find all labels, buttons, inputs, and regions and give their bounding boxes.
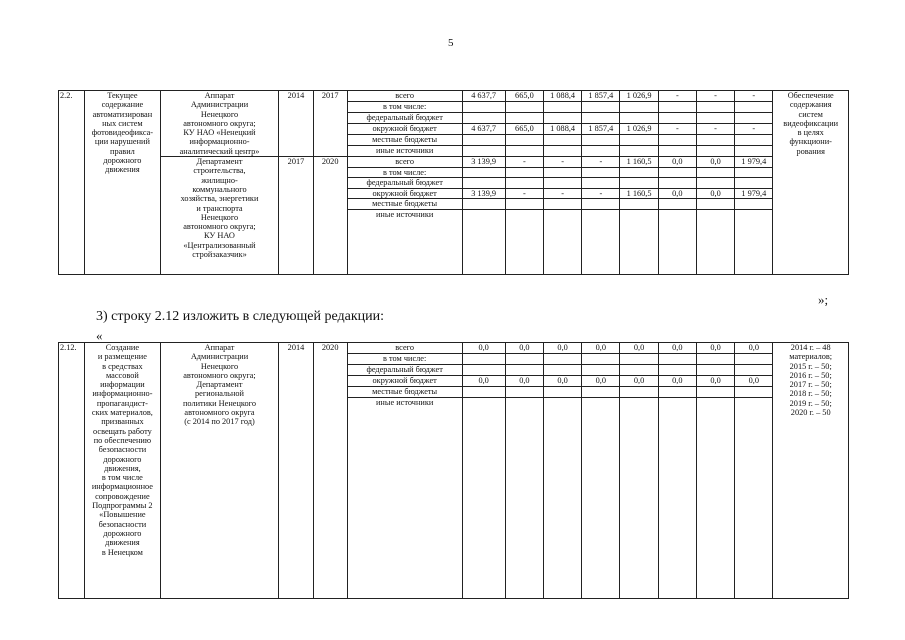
amount-cell: 0,0 [620, 376, 658, 387]
amount-cell [620, 209, 658, 275]
amount-cell [658, 178, 696, 189]
amount-cell: 1 160,5 [620, 188, 658, 199]
amount-cell [544, 354, 582, 365]
amount-cell [658, 102, 696, 113]
row-number-cell: 2.12. [59, 343, 85, 599]
amount-cell [696, 354, 734, 365]
amount-cell: 1 088,4 [544, 124, 582, 135]
executor-cell: Департамент строительства, жилищно- коммунального хозяйства, энергетики и транспорта Ненецкого автономного округа; КУ НАО «Централизованный стройзаказчик» [160, 157, 279, 275]
amount-cell [696, 146, 734, 157]
amount-cell: 0,0 [658, 343, 696, 354]
amount-cell: 1 979,4 [735, 188, 773, 199]
opening-quote: « [96, 328, 103, 343]
measure-name-cell: Текущее содержание автоматизирован ных систем фотовидеофикса- ции нарушений правил дорожного движения [85, 91, 160, 275]
amount-cell [696, 167, 734, 178]
amount-cell [735, 113, 773, 124]
amount-cell: 0,0 [544, 343, 582, 354]
amount-cell [620, 199, 658, 210]
amount-cell [735, 398, 773, 599]
funding-source-cell: в том числе: [347, 167, 462, 178]
amount-cell [696, 135, 734, 146]
funding-source-cell: федеральный бюджет [347, 365, 462, 376]
amount-cell: 0,0 [658, 157, 696, 168]
amount-cell [582, 398, 620, 599]
amount-cell: 1 979,4 [735, 157, 773, 168]
funding-source-cell: в том числе: [347, 102, 462, 113]
end-year-cell: 2020 [313, 157, 347, 275]
amount-cell [735, 178, 773, 189]
funding-source-cell: окружной бюджет [347, 376, 462, 387]
amount-cell [462, 113, 505, 124]
amount-cell [620, 354, 658, 365]
amount-cell [544, 199, 582, 210]
funding-source-cell: всего [347, 157, 462, 168]
amount-cell: 665,0 [505, 124, 543, 135]
amount-cell: - [582, 157, 620, 168]
amount-cell [505, 365, 543, 376]
funding-source-cell: иные источники [347, 146, 462, 157]
amount-cell: 0,0 [505, 376, 543, 387]
amount-cell: - [544, 157, 582, 168]
amount-cell [544, 387, 582, 398]
funding-source-cell: иные источники [347, 209, 462, 275]
start-year-cell: 2014 [279, 343, 313, 599]
start-year-cell: 2014 [279, 91, 313, 157]
amount-cell [582, 387, 620, 398]
amount-cell [582, 178, 620, 189]
amount-cell: 0,0 [582, 343, 620, 354]
amount-cell [505, 167, 543, 178]
amount-cell: 0,0 [696, 376, 734, 387]
amount-cell: 0,0 [582, 376, 620, 387]
amount-cell [735, 354, 773, 365]
amount-cell: 1 160,5 [620, 157, 658, 168]
amount-cell: 0,0 [735, 343, 773, 354]
amount-cell: 0,0 [696, 157, 734, 168]
amount-cell [462, 135, 505, 146]
amount-cell [658, 365, 696, 376]
amount-cell [462, 178, 505, 189]
amount-cell [696, 365, 734, 376]
amount-cell [544, 146, 582, 157]
amount-cell [505, 387, 543, 398]
table-row [59, 157, 849, 168]
amount-cell: 1 026,9 [620, 91, 658, 102]
amount-cell [462, 102, 505, 113]
amount-cell [462, 365, 505, 376]
amount-cell [544, 102, 582, 113]
funding-source-cell: федеральный бюджет [347, 178, 462, 189]
amount-cell [658, 387, 696, 398]
program-table-row-2-2 [58, 90, 849, 275]
amount-cell [696, 209, 734, 275]
amount-cell [696, 387, 734, 398]
amount-cell [462, 354, 505, 365]
amount-cell: - [544, 188, 582, 199]
amount-cell: - [505, 157, 543, 168]
amount-cell: - [735, 124, 773, 135]
closing-quote: »; [818, 292, 829, 307]
amount-cell [582, 365, 620, 376]
amount-cell [462, 146, 505, 157]
amount-cell [620, 113, 658, 124]
amount-cell [735, 135, 773, 146]
table-row [59, 91, 849, 102]
amount-cell: 1 857,4 [582, 124, 620, 135]
amount-cell [658, 209, 696, 275]
amount-cell [462, 167, 505, 178]
amount-cell: 1 857,4 [582, 91, 620, 102]
amount-cell [620, 178, 658, 189]
amount-cell [582, 113, 620, 124]
amount-cell: 0,0 [505, 343, 543, 354]
funding-source-cell: местные бюджеты [347, 387, 462, 398]
amount-cell [544, 178, 582, 189]
amount-cell [620, 102, 658, 113]
amount-cell [735, 365, 773, 376]
amount-cell [544, 365, 582, 376]
amount-cell: - [582, 188, 620, 199]
amount-cell [735, 102, 773, 113]
measure-name-cell: Создание и размещение в средствах массовой информации информационно- пропагандист- ских материалов, призванных освещать работу по обеспечению безопасности дорожного движения, в том числе информационное сопровождение Подпрограммы 2 «Повышение безопасности дорожного движения в Ненецком [85, 343, 160, 599]
amount-cell [544, 167, 582, 178]
end-year-cell: 2017 [313, 91, 347, 157]
amount-cell [505, 354, 543, 365]
amount-cell [620, 387, 658, 398]
amount-cell [582, 135, 620, 146]
expected-result-cell: 2014 г. – 48 материалов; 2015 г. – 50; 2016 г. – 50; 2017 г. – 50; 2018 г. – 50; 2019 г. – 50; 2020 г. – 50 [773, 343, 849, 599]
funding-source-cell: местные бюджеты [347, 199, 462, 210]
amount-cell: - [658, 124, 696, 135]
amount-cell: 0,0 [735, 376, 773, 387]
amount-cell: 0,0 [658, 188, 696, 199]
amount-cell [462, 199, 505, 210]
amount-cell [505, 113, 543, 124]
amount-cell [658, 354, 696, 365]
amount-cell: - [696, 124, 734, 135]
amount-cell [582, 199, 620, 210]
amount-cell [620, 146, 658, 157]
amendment-instruction: 3) строку 2.12 изложить в следующей редакции: [96, 309, 385, 324]
amount-cell [544, 113, 582, 124]
funding-source-cell: окружной бюджет [347, 124, 462, 135]
amount-cell [658, 199, 696, 210]
amount-cell [582, 146, 620, 157]
executor-cell: Аппарат Администрации Ненецкого автономного округа; КУ НАО «Ненецкий информационно- аналитический центр» [160, 91, 279, 157]
amount-cell [505, 209, 543, 275]
funding-source-cell: местные бюджеты [347, 135, 462, 146]
amount-cell [620, 167, 658, 178]
funding-source-cell: всего [347, 343, 462, 354]
amount-cell [505, 178, 543, 189]
amount-cell: - [505, 188, 543, 199]
amount-cell [735, 209, 773, 275]
funding-source-cell: иные источники [347, 398, 462, 599]
start-year-cell: 2017 [279, 157, 313, 275]
amount-cell [505, 398, 543, 599]
amount-cell [735, 199, 773, 210]
amount-cell [658, 398, 696, 599]
funding-source-cell: федеральный бюджет [347, 113, 462, 124]
amount-cell [462, 209, 505, 275]
amount-cell [735, 167, 773, 178]
amount-cell [620, 398, 658, 599]
amount-cell: 0,0 [696, 188, 734, 199]
amount-cell: 0,0 [696, 343, 734, 354]
amount-cell [462, 398, 505, 599]
amount-cell [505, 199, 543, 210]
amount-cell: - [658, 91, 696, 102]
amount-cell [696, 113, 734, 124]
amount-cell: - [735, 91, 773, 102]
amount-cell: 0,0 [462, 376, 505, 387]
amount-cell [735, 387, 773, 398]
funding-source-cell: окружной бюджет [347, 188, 462, 199]
amount-cell [544, 135, 582, 146]
funding-source-cell: всего [347, 91, 462, 102]
amount-cell [658, 167, 696, 178]
amount-cell [620, 135, 658, 146]
amount-cell: 0,0 [544, 376, 582, 387]
amount-cell [582, 102, 620, 113]
amount-cell: 4 637,7 [462, 124, 505, 135]
amount-cell: 0,0 [620, 343, 658, 354]
executor-cell: Аппарат Администрации Ненецкого автономного округа; Департамент региональной политики Ненецкого автономного округа (с 2014 по 2017 год) [160, 343, 279, 599]
amount-cell [505, 135, 543, 146]
program-table-row-2-12 [58, 342, 849, 599]
amount-cell: - [696, 91, 734, 102]
funding-source-cell: в том числе: [347, 354, 462, 365]
amount-cell [696, 178, 734, 189]
amount-cell: 665,0 [505, 91, 543, 102]
amount-cell [696, 102, 734, 113]
amount-cell [658, 135, 696, 146]
amount-cell: 4 637,7 [462, 91, 505, 102]
amount-cell [544, 398, 582, 599]
amount-cell: 0,0 [462, 343, 505, 354]
expected-result-cell: Обеспечение содержания систем видеофиксации в целях функциони- рования [773, 91, 849, 275]
end-year-cell: 2020 [313, 343, 347, 599]
amount-cell [582, 209, 620, 275]
amount-cell [696, 398, 734, 599]
row-number-cell: 2.2. [59, 91, 85, 275]
amount-cell: 3 139,9 [462, 188, 505, 199]
amount-cell [544, 209, 582, 275]
page-number: 5 [448, 37, 454, 49]
amount-cell: 3 139,9 [462, 157, 505, 168]
amount-cell: 0,0 [658, 376, 696, 387]
amount-cell [582, 354, 620, 365]
amount-cell [658, 146, 696, 157]
amount-cell [582, 167, 620, 178]
table-row [59, 343, 849, 354]
amount-cell: 1 026,9 [620, 124, 658, 135]
amount-cell [658, 113, 696, 124]
amount-cell [696, 199, 734, 210]
amount-cell [735, 146, 773, 157]
amount-cell: 1 088,4 [544, 91, 582, 102]
amount-cell [505, 146, 543, 157]
amount-cell [462, 387, 505, 398]
amount-cell [505, 102, 543, 113]
amount-cell [620, 365, 658, 376]
